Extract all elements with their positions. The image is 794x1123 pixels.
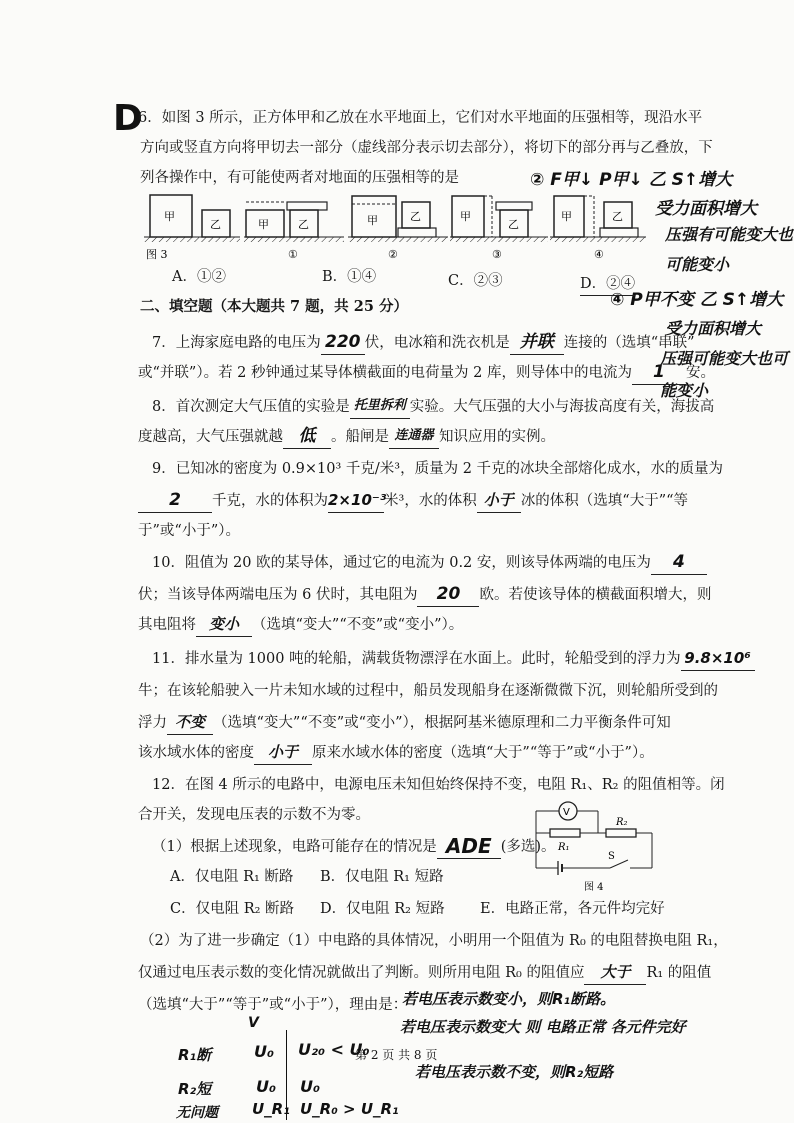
q12-answer-multi: ADE [445,834,492,858]
table-row2-b: U₀ [300,1077,320,1096]
resistor-r1 [550,829,580,837]
q9-answer-compare: 小于 [483,491,514,509]
q12-sub2-line-3: （选填“大于”“等于”或“小于”），理由是： [138,997,408,1013]
page-footer: 第 2 页 共 8 页 [355,1048,438,1062]
fig3-4-jia: 甲 [561,210,572,223]
resistor-r2 [606,829,636,837]
fig3-2-jia: 甲 [367,214,378,227]
q8-answer-experiment: 托里拆利 [353,398,406,413]
q7-line-1: 7．上海家庭电路的电压为 220 伏，电冰箱和洗衣机是 并联 连接的（选填“串联” [152,332,695,355]
q10-answer-change: 变小 [208,615,239,633]
fig3-2-yi: 乙 [410,210,421,223]
q7-answer-voltage: 220 [324,332,361,352]
switch-label: S [608,851,615,862]
q11-line-1: 11．排水量为 1000 吨的轮船，满载货物漂浮在水面上。此时，轮船受到的浮力为 9.8×10⁶ [152,648,755,671]
q6-line-3: 列各操作中，有可能使两者对地面的压强相等的是 [140,170,459,186]
q7-line-2: 或“并联”）。若 2 秒钟通过某导体横截面的电荷量为 2 库，则导体中的电流为 1 安。 [138,362,715,385]
fig3-yi-label: 乙 [210,218,221,231]
q10-answer-voltage: 4 [672,552,685,572]
section-2-title: 二、填空题（本大题共 7 题，共 25 分） [140,298,408,315]
q12-reason-1: 若电压表示数变小，则R₁断路。 [402,990,616,1008]
table-row1-label: R₁断 [178,1046,212,1064]
q6-note-6: 受力面积增大 [665,319,762,338]
q8-answer-principle: 连通器 [394,428,434,443]
fig3-num-1: ① [288,248,298,261]
q6-option-a: A．①② [172,269,226,285]
q6-option-b: B．①④ [322,269,377,285]
table-row3-a: U_R₁ [252,1100,290,1118]
figure-4-circuit [520,798,660,893]
q6-note-1: ② F甲↓ P甲↓ 乙 S↑增大 [530,170,733,190]
q6-note-8: 能变小 [660,381,709,400]
q6-line-2: 方向或竖直方向将甲切去一部分（虚线部分表示切去部分），将切下的部分再与乙叠放，下 [140,140,713,156]
q12-option-a: A．仅电阻 R₁ 断路 [170,869,294,885]
q6-option-c: C．②③ [448,273,503,289]
q8-line-2: 度越高，大气压强就越 低 。船闸是 连通器 知识应用的实例。 [138,426,555,449]
q6-note-2: 受力面积增大 [655,199,757,219]
fig3-3-jia: 甲 [460,210,471,223]
fig4-label: 图 4 [584,882,604,893]
fig3-num-3: ③ [492,248,502,261]
q12-option-d: D．仅电阻 R₂ 短路 [320,901,445,917]
q9-answer-volume: 2×10⁻³ [328,491,387,509]
q10-line-3: 其电阻将 变小 （选填“变大”“不变”或“变小”）。 [138,614,463,637]
q9-line-1: 9．已知冰的密度为 0.9×10³ 千克/米³，质量为 2 千克的冰块全部熔化成水，水的质量为 [152,461,724,477]
q6-note-4: 可能变小 [665,255,730,274]
q6-line-1: 6．如图 3 所示，正方体甲和乙放在水平地面上，它们对水平地面的压强相等，现沿水平 [138,110,703,126]
table-row1-b: U₂₀ < U₀ [298,1040,370,1059]
fig3-1-jia: 甲 [258,218,269,231]
q8-line-1: 8．首次测定大气压值的实验是 托里拆利 实验。大气压强的大小与海拔高度有关，海拔高 [152,396,714,419]
q9-line-2: 2 千克，水的体积为 2×10⁻³ 米³，水的体积 小于 冰的体积（选填“大于”“等 [138,490,688,513]
table-row3-label: 无问题 [176,1105,218,1121]
q11-line-2: 牛；在该轮船驶入一片未知水域的过程中，船员发现船身在逐渐微微下沉，则轮船所受到的 [138,683,718,699]
q11-answer-buoyancy-change: 不变 [174,713,205,731]
fig3-3-yi: 乙 [508,218,519,231]
q10-answer-resistance: 20 [436,584,461,604]
q6-note-5: ④ P甲不变 乙 S↑增大 [610,290,784,310]
q11-line-4: 该水域水体的密度 小于 原来水域水体的密度（选填“大于”“等于”或“小于”）。 [138,742,654,765]
voltmeter-label: V [563,807,570,818]
fig3-4-yi: 乙 [612,210,623,223]
q11-line-3: 浮力 不变 （选填“变大”“不变”或“变小”），根据阿基米德原理和二力平衡条件可知 [138,712,671,735]
q6-handwritten-answer: D [113,98,143,139]
fig3-num-4: ④ [594,248,604,261]
table-row2-a: U₀ [256,1077,276,1096]
q12-sub1: （1）根据上述现象，电路可能存在的情况是 ADE (多选)。 [152,834,556,858]
q12-reason-2: 若电压表示数变大 则 电路正常 各元件完好 [400,1018,686,1036]
fig3-label: 图 3 [146,248,168,261]
table-row3-b: U_R₀ > U_R₁ [300,1100,399,1118]
r1-label: R₁ [558,842,570,853]
q6-option-d: D．②④ [580,273,635,296]
q8-answer-pressure: 低 [298,426,316,446]
q10-line-1: 10．阻值为 20 欧的某导体，通过它的电流为 0.2 安，则该导体两端的电压为 4 [152,552,707,575]
q11-answer-density: 小于 [267,743,298,761]
q10-line-2: 伏；当该导体两端电压为 6 伏时，其电阻为 20 欧。若使该导体的横截面积增大，则 [138,584,711,607]
q7-answer-current: 1 [653,362,665,382]
q12-line-2: 合开关，发现电压表的示数不为零。 [138,807,370,823]
q12-sub2-line-2: 仅通过电压表示数的变化情况就做出了判断。则所用电阻 R₀ 的阻值应 大于 R₁ 的阻值 [138,962,711,985]
fig3-jia-label: 甲 [164,210,175,223]
r2-label: R₂ [616,817,628,828]
q12-answer-r0: 大于 [600,963,631,981]
q11-answer-buoyancy: 9.8×10⁶ [684,649,751,667]
q6-note-7: 压强可能变大也可 [660,349,789,368]
q12-sub2-line-1: （2）为了进一步确定（1）中电路的具体情况，小明用一个阻值为 R₀ 的电阻替换电阻 R₁， [140,933,728,949]
fig3-num-2: ② [388,248,398,261]
q9-line-3: 于”或“小于”）。 [138,523,240,539]
table-v-mark: V [248,1015,259,1031]
figure-3 [140,190,650,262]
q7-answer-connection: 并联 [519,332,554,352]
q12-option-e: E．电路正常，各元件均完好 [480,901,665,917]
table-row2-label: R₂短 [178,1080,212,1098]
fig3-1-yi: 乙 [298,218,309,231]
q12-line-1: 12．在图 4 所示的电路中，电源电压未知但始终保持不变，电阻 R₁、R₂ 的阻值相等。闭 [152,777,725,793]
table-row1-a: U₀ [254,1042,274,1061]
q12-option-b: B．仅电阻 R₁ 短路 [320,869,444,885]
q9-answer-mass: 2 [169,490,181,510]
q12-option-c: C．仅电阻 R₂ 断路 [170,901,295,917]
q12-reason-3: 若电压表示数不变，则R₂短路 [415,1063,614,1081]
q6-note-3: 压强有可能变大也 [665,225,794,244]
